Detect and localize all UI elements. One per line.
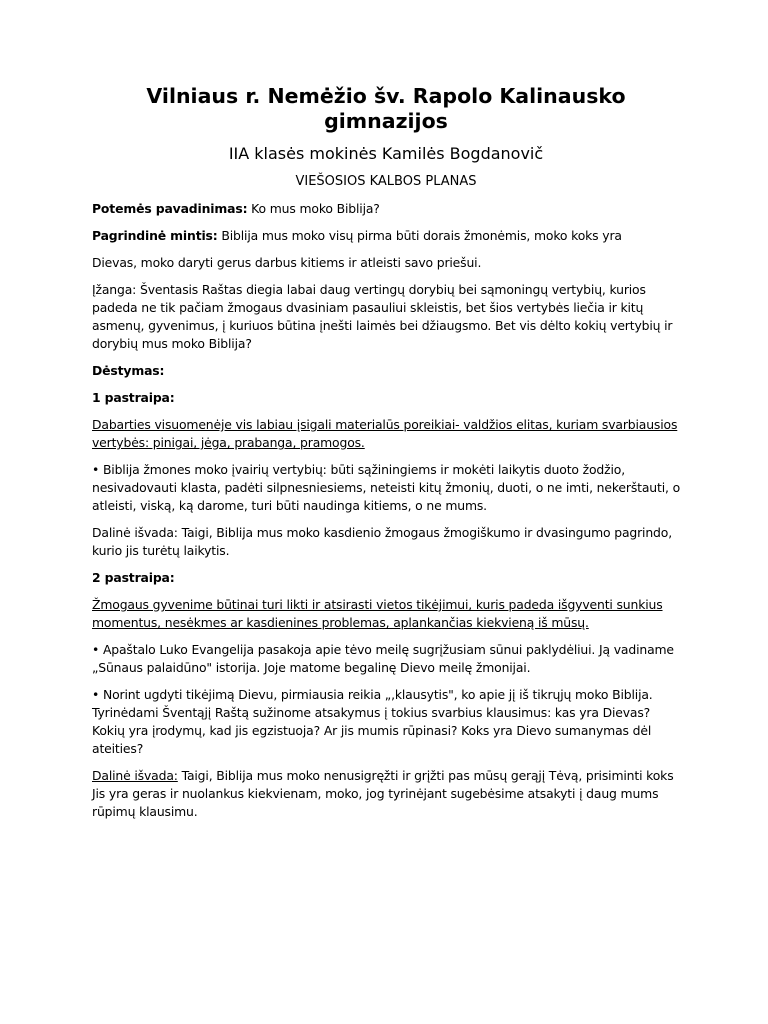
main-idea-text: Biblija mus moko visų pirma būti dorais žmonėmis, moko koks yra: [217, 228, 622, 243]
section2-thesis: Žmogaus gyvenime būtinai turi likti ir atsirasti vietos tikėjimui, kuris padeda išgyventi sunkius momentus, nesėkmes ar kasdienines problemas, aplankančias kiekvieną iš mūsų.: [92, 597, 663, 630]
main-idea-label: Pagrindinė mintis:: [92, 228, 218, 243]
body-label: Dėstymas:: [92, 363, 165, 378]
plan-title: VIEŠOSIOS KALBOS PLANAS: [295, 174, 477, 189]
section2-point1: • Apaštalo Luko Evangelija pasakoja apie tėvo meilę sugrįžusiam sūnui paklydėliui. Ją vadiname „Sūnaus palaidūno" istorija. Joje matome begalinę Dievo meilę žmonijai.: [92, 642, 674, 675]
student-subtitle: IIA klasės mokinės Kamilės Bogdanovič: [228, 144, 544, 163]
section2-heading: 2 pastraipa:: [92, 570, 175, 585]
section2-conclusion: [92, 767, 680, 821]
main-idea-line: [92, 227, 680, 245]
topic-label: Potemės pavadinimas:: [92, 201, 248, 216]
section1-conclusion: Dalinė išvada: Taigi, Biblija mus moko kasdienio žmogaus žmogiškumo ir dvasingumo pagrindo, kurio jis turėtų laikytis.: [92, 525, 672, 558]
section1-heading: 1 pastraipa:: [92, 390, 175, 405]
document-page: [92, 84, 680, 821]
intro-paragraph: Įžanga: Šventasis Raštas diegia labai daug vertingų dorybių bei sąmoningų vertybių, kurios padeda ne tik pačiam žmogaus dvasiniam pasauliui skleistis, bet šios vertybės liečia ir kitų asmenų, gyvenimus, į kuriuos būtina įnešti laimės bei džiaugsmo. Bet vis dėlto kokių vertybių ir dorybių mus moko Biblija?: [92, 282, 673, 351]
topic-text: Ko mus moko Biblija?: [247, 201, 380, 216]
section2-conclusion-text: Taigi, Biblija mus moko nenusigręžti ir grįžti pas mūsų gerąjį Tėvą, prisiminti koks Jis yra geras ir nuolankus kiekvienam, moko, jog tyrinėjant sugebėsime atsakyti į daug mums rūpimų klausimu.: [92, 768, 674, 819]
topic-line: [92, 200, 680, 218]
main-idea-continuation: Dievas, moko daryti gerus darbus kitiems ir atleisti savo priešui.: [92, 255, 482, 270]
section2-point2: • Norint ugdyti tikėjimą Dievu, pirmiausia reikia „,klausytis", ko apie jį iš tikrųjų moko Biblija. Tyrinėdami Šventąjį Raštą sužinome atsakymus į tokius svarbius klausimus: kas yra Dievas? Kokių yra įrodymų, kad jis egzistuoja? Ar jis mumis rūpinasi? Koks yra Dievo sumanymas dėl ateities?: [92, 687, 653, 756]
section1-thesis: Dabarties visuomenėje vis labiau įsigali materialūs poreikiai- valdžios elitas, kuriam svarbiausios vertybės: pinigai, jėga, prabanga, pramogos.: [92, 417, 678, 450]
section2-conclusion-label: Dalinė išvada:: [92, 768, 178, 783]
school-title: Vilniaus r. Nemėžio šv. Rapolo Kalinausko gimnazijos: [146, 84, 626, 133]
section1-point1: • Biblija žmones moko įvairių vertybių: būti sąžiningiems ir mokėti laikytis duoto žodžio, nesivadovauti klasta, padėti silpnesniesiems, neteisti kitų žmonių, duoti, o ne imti, nekerštauti, o atleisti, viską, ką darome, turi būti naudinga kitiems, o ne mums.: [92, 462, 681, 513]
